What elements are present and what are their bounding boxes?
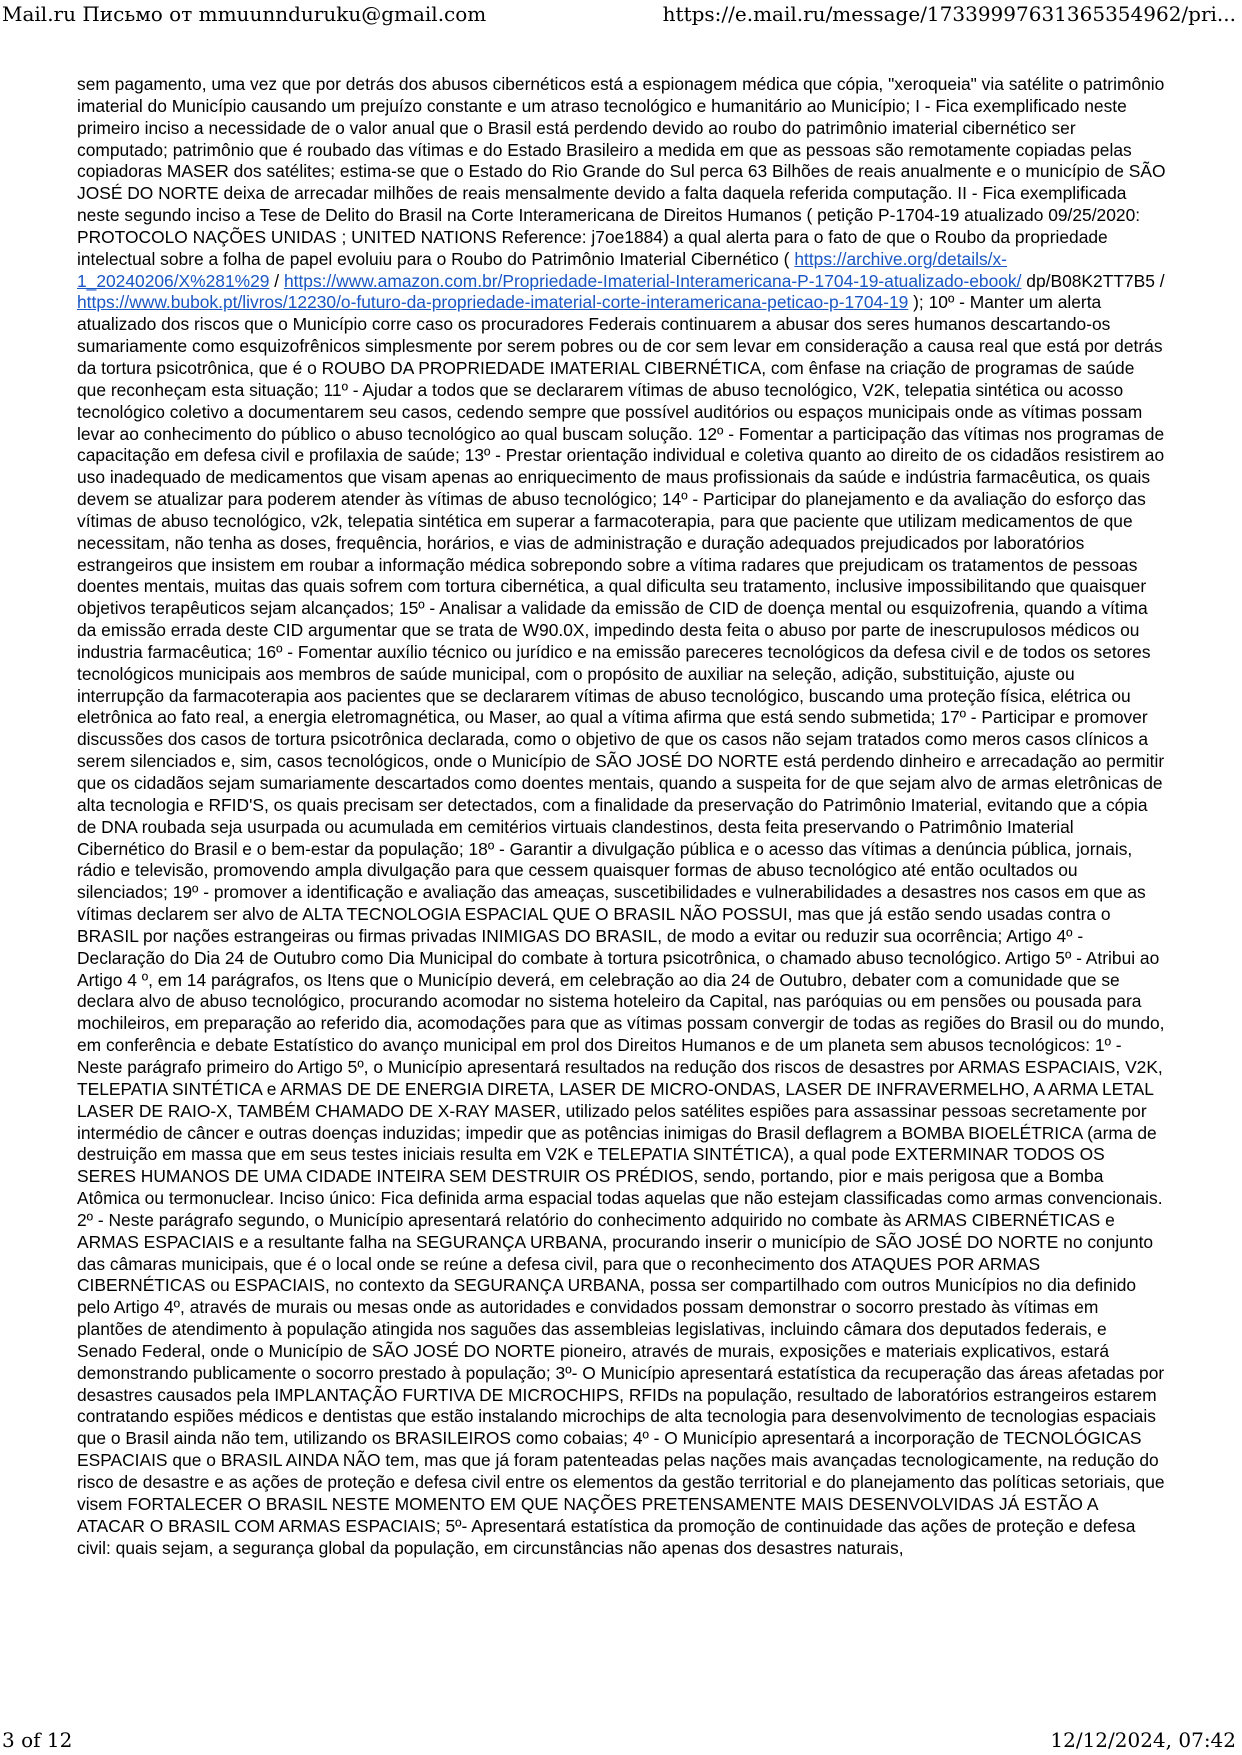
- message-body-text: [77, 74, 1166, 1559]
- archive-org-link[interactable]: https://archive.org/details/x-1_20240206/X%281%29: [77, 248, 1007, 291]
- link-separator: /: [269, 270, 284, 291]
- print-header: [0, 0, 1242, 28]
- header-url: https://e.mail.ru/message/17339997631365354962/pri...: [662, 2, 1236, 26]
- bubok-link[interactable]: https://www.bubok.pt/livros/12230/o-futuro-da-propriedade-imaterial-corte-interamericana-peticao-p-1704-19: [77, 292, 909, 313]
- print-timestamp: 12/12/2024, 07:42: [1050, 1728, 1236, 1752]
- page-counter: 3 of 12: [2, 1728, 73, 1752]
- print-footer: [0, 1725, 1242, 1755]
- body-text-part-2: dp/B08K2TT7B5 /: [1021, 270, 1165, 291]
- body-text-part-1: sem pagamento, uma vez que por detrás dos abusos cibernéticos está a espionagem médica que cópia, "xeroqueia" via satélite o patrimônio imaterial do Município causando um prejuízo constante e um atraso tecnológico e humanitário ao Município; I - Fica exemplificado neste primeiro inciso a necessidade de o valor anual que o Brasil está perdendo devido ao roubo do patrimônio imaterial cibernético ser computado; patrimônio que é roubado das vítimas e do Estado Brasileiro a medida em que as pessoas são remotamente copiadas pelas copiadoras MASER dos satélites; estima-se que o Estado do Rio Grande do Sul perca 63 Bilhões de reais anualmente e o município de SÃO JOSÉ DO NORTE deixa de arrecadar milhões de reais mensalmente devido a falta daquela referida computação. II - Fica exemplificada neste segundo inciso a Tese de Delito do Brasil na Corte Interamericana de Direitos Humanos ( petição P-1704-19 atualizado 09/25/2020: PROTOCOLO NAÇÕES UNIDAS ; UNITED NATIONS Reference: j7oe1884) a qual alerta para o fato de que o Roubo da propriedade intelectual sobre a folha de papel evoluiu para o Roubo do Patrimônio Imaterial Cibernético (: [77, 74, 1166, 269]
- body-text-part-3: ); 10º - Manter um alerta atualizado dos riscos que o Município corre caso os procuradores Federais continuarem a abusar dos seres humanos descartando-os sumariamente como esquizofrênicos simplesmente por serem pobres ou de cor sem levar em consideração a causa real que está por detrás da tortura psicotrônica, que é o ROUBO DA PROPRIEDADE IMATERIAL CIBERNÉTICA, com ênfase na criação de programas de saúde que reconheçam esta situação; 11º - Ajudar a todos que se declararem vítimas de abuso tecnológico, V2K, telepatia sintética ou acosso tecnológico coletivo a documentarem seu casos, cedendo sempre que possível auditórios ou espaços municipais onde as vítimas possam levar ao conhecimento do público o abuso tecnológico ao qual buscam solução. 12º - Fomentar a participação das vítimas nos programas de capacitação em defesa civil e profilaxia de saúde; 13º - Prestar orientação individual e coletiva quanto ao direito de os cidadãos resistirem ao uso inadequado de medicamentos que visam apenas ao enriquecimento de maus profissionais da saúde e indústria farmacêutica, os quais devem se atualizar para poderem atender às vítimas de abuso tecnológico; 14º - Participar do planejamento e da avaliação do esforço das vítimas de abuso tecnológico, v2k, telepatia sintética em superar a farmacoterapia, para que paciente que utilizam medicamentos de que necessitam, não tenha as doses, frequência, horários, e vias de administração e duração adequados prejudicados por laboratórios estrangeiros que insistem em roubar a informação médica sobrepondo sobre a vítima radares que prejudicam os tratamentos de pessoas doentes mentais, muitas das quais sofrem com tortura cibernética, a qual dificulta seu tratamento, inclusive impossibilitando que quaisquer objetivos terapêuticos sejam alcançados; 15º - Analisar a validade da emissão de CID de doença mental ou esquizofrenia, quando a vítima da emissão errada deste CID argumentar que se trata de W90.0X, impedindo desta feita o abuso por parte de inescrupulosos médicos ou industria farmacêutica; 16º - Fomentar auxílio técnico ou jurídico e na emissão pareceres tecnológicos da defesa civil e de todos os setores tecnológicos municipais aos membros de saúde municipal, com o propósito de auxiliar na seleção, adição, substituição, ajuste ou interrupção da farmacoterapia aos pacientes que se declararem vítimas de abuso tecnológico, buscando uma proteção física, elétrica ou eletrônica ao fato real, a energia eletromagnética, ou Maser, ao qual a vítima afirma que está sendo submetida; 17º - Participar e promover discussões dos casos de tortura psicotrônica declarada, como o objetivo de que os casos não sejam tratados como meros casos clínicos a serem silenciados e, sim, casos tecnológicos, onde o Município de SÃO JOSÉ DO NORTE está perdendo dinheiro e arrecadação ao permitir que os cidadãos sejam sumariamente descartados como doentes mentais, quando a suspeita for de que sejam alvo de armas eletrônicas de alta tecnologia e RFID'S, os quais precisam ser detectados, com a finalidade da preservação do Patrimônio Imaterial, evitando que a cópia de DNA roubada seja usurpada ou acumulada em cemitérios virtuais clandestinos, desta feita preservando o Patrimônio Imaterial Cibernético do Brasil e o bem-estar da população; 18º - Garantir a divulgação pública e o acesso das vítimas a denúncia pública, jornais, rádio e televisão, promovendo ampla divulgação para que cessem quaisquer formas de abuso tecnológico até então ocultados ou silenciados; 19º - promover a identificação e avaliação das ameaças, suscetibilidades e vulnerabilidades a desastres nos casos em que as vítimas declarem ser alvo de ALTA TECNOLOGIA ESPACIAL QUE O BRASIL NÃO POSSUI, mas que já estão sendo usadas contra o BRASIL por nações estrangeiras ou firmas privadas INIMIGAS DO BRASIL, de modo a evitar ou reduzir sua ocorrência; Artigo 4º - Declaração do Dia 24 de Outubro como Dia Municipal do combate à tortura psicotrônica, o chamado abuso tecnológico. Artigo 5º - Atribui ao Artigo 4 º, em 14 parágrafos, os Itens que o Município deverá, em celebração ao dia 24 de Outubro, debater com a comunidade que se declara alvo de abuso tecnológico, procurando acomodar no sistema hoteleiro da Capital, nas paróquias ou em pensões ou pousada para mochileiros, em preparação ao referido dia, acomodações para que as vítimas possam convergir de todas as regiões do Brasil ou do mundo, em conferência e debate Estatístico do avanço municipal em prol dos Direitos Humanos e de um planeta sem abusos tecnológicos: 1º - Neste parágrafo primeiro do Artigo 5º, o Município apresentará resultados na redução dos riscos de desastres por ARMAS ESPACIAIS, V2K, TELEPATIA SINTÉTICA e ARMAS DE DE ENERGIA DIRETA, LASER DE MICRO-ONDAS, LASER DE INFRAVERMELHO, A ARMA LETAL LASER DE RAIO-X, TAMBÉM CHAMADO DE X-RAY MASER, utilizado pelos satélites espiões para assassinar pessoas secretamente por intermédio de câncer e outras doenças induzidas; impedir que as potências inimigas do Brasil deflagrem a BOMBA BIOELÉTRICA (arma de destruição em massa que em seus testes iniciais resulta em V2K e TELEPATIA SINTÉTICA), a qual pode EXTERMINAR TODOS OS SERES HUMANOS DE UMA CIDADE INTEIRA SEM DESTRUIR OS PRÉDIOS, sendo, portando, pior e mais perigosa que a Bomba Atômica ou termonuclear. Inciso único: Fica definida arma espacial todas aquelas que não estejam classificadas como armas convencionais. 2º - Neste parágrafo segundo, o Município apresentará relatório do conhecimento adquirido no combate às ARMAS CIBERNÉTICAS e ARMAS ESPACIAIS e a resultante falha na SEGURANÇA URBANA, procurando inserir o município de SÃO JOSÉ DO NORTE no conjunto das câmaras municipais, que é o local onde se reúne a defesa civil, para que o reconhecimento dos ATAQUES POR ARMAS CIBERNÉTICAS ou ESPACIAIS, no contexto da SEGURANÇA URBANA, possa ser compartilhado com outros Municípios no dia definido pelo Artigo 4º, através de murais ou mesas onde as autoridades e convidados possam demonstrar o socorro prestado às vítimas em plantões de atendimento à população atingida nos saguões das assembleias legislativas, incluindo câmara dos deputados federais, e Senado Federal, onde o Município de SÃO JOSÉ DO NORTE pioneiro, através de murais, exposições e materiais explicativos, estará demonstrando publicamente o socorro prestado à população; 3º- O Município apresentará estatística da recuperação das áreas afetadas por desastres causados pela IMPLANTAÇÃO FURTIVA DE MICROCHIPS, RFIDs na população, resultado de laboratórios estrangeiros estarem contratando espiões médicos e dentistas que estão instalando microchips de alta tecnologia para desenvolvimento de tecnologias espaciais que o Brasil ainda não tem, utilizando os BRASILEIROS como cobaias; 4º - O Município apresentará a incorporação de TECNOLÓGICAS ESPACIAIS que o BRASIL AINDA NÃO tem, mas que já foram patenteadas pelas nações mais avançadas tecnologicamente, na redução do risco de desastre e as ações de proteção e defesa civil entre os elementos da gestão territorial e do planejamento das políticas setoriais, que visem FORTALECER O BRASIL NESTE MOMENTO EM QUE NAÇÕES PRETENSAMENTE MAIS DESENVOLVIDAS JÁ ESTÃO A ATACAR O BRASIL COM ARMAS ESPACIAIS; 5º- Apresentará estatística da promoção de continuidade das ações de proteção e defesa civil: quais sejam, a segurança global da população, em circunstâncias não apenas dos desastres naturais,: [77, 292, 1165, 1558]
- amazon-link[interactable]: https://www.amazon.com.br/Propriedade-Imaterial-Interamericana-P-1704-19-atualizado-ebook/: [283, 270, 1022, 291]
- header-page-title: Mail.ru Письмо от mmuunnduruku@gmail.com: [2, 2, 487, 26]
